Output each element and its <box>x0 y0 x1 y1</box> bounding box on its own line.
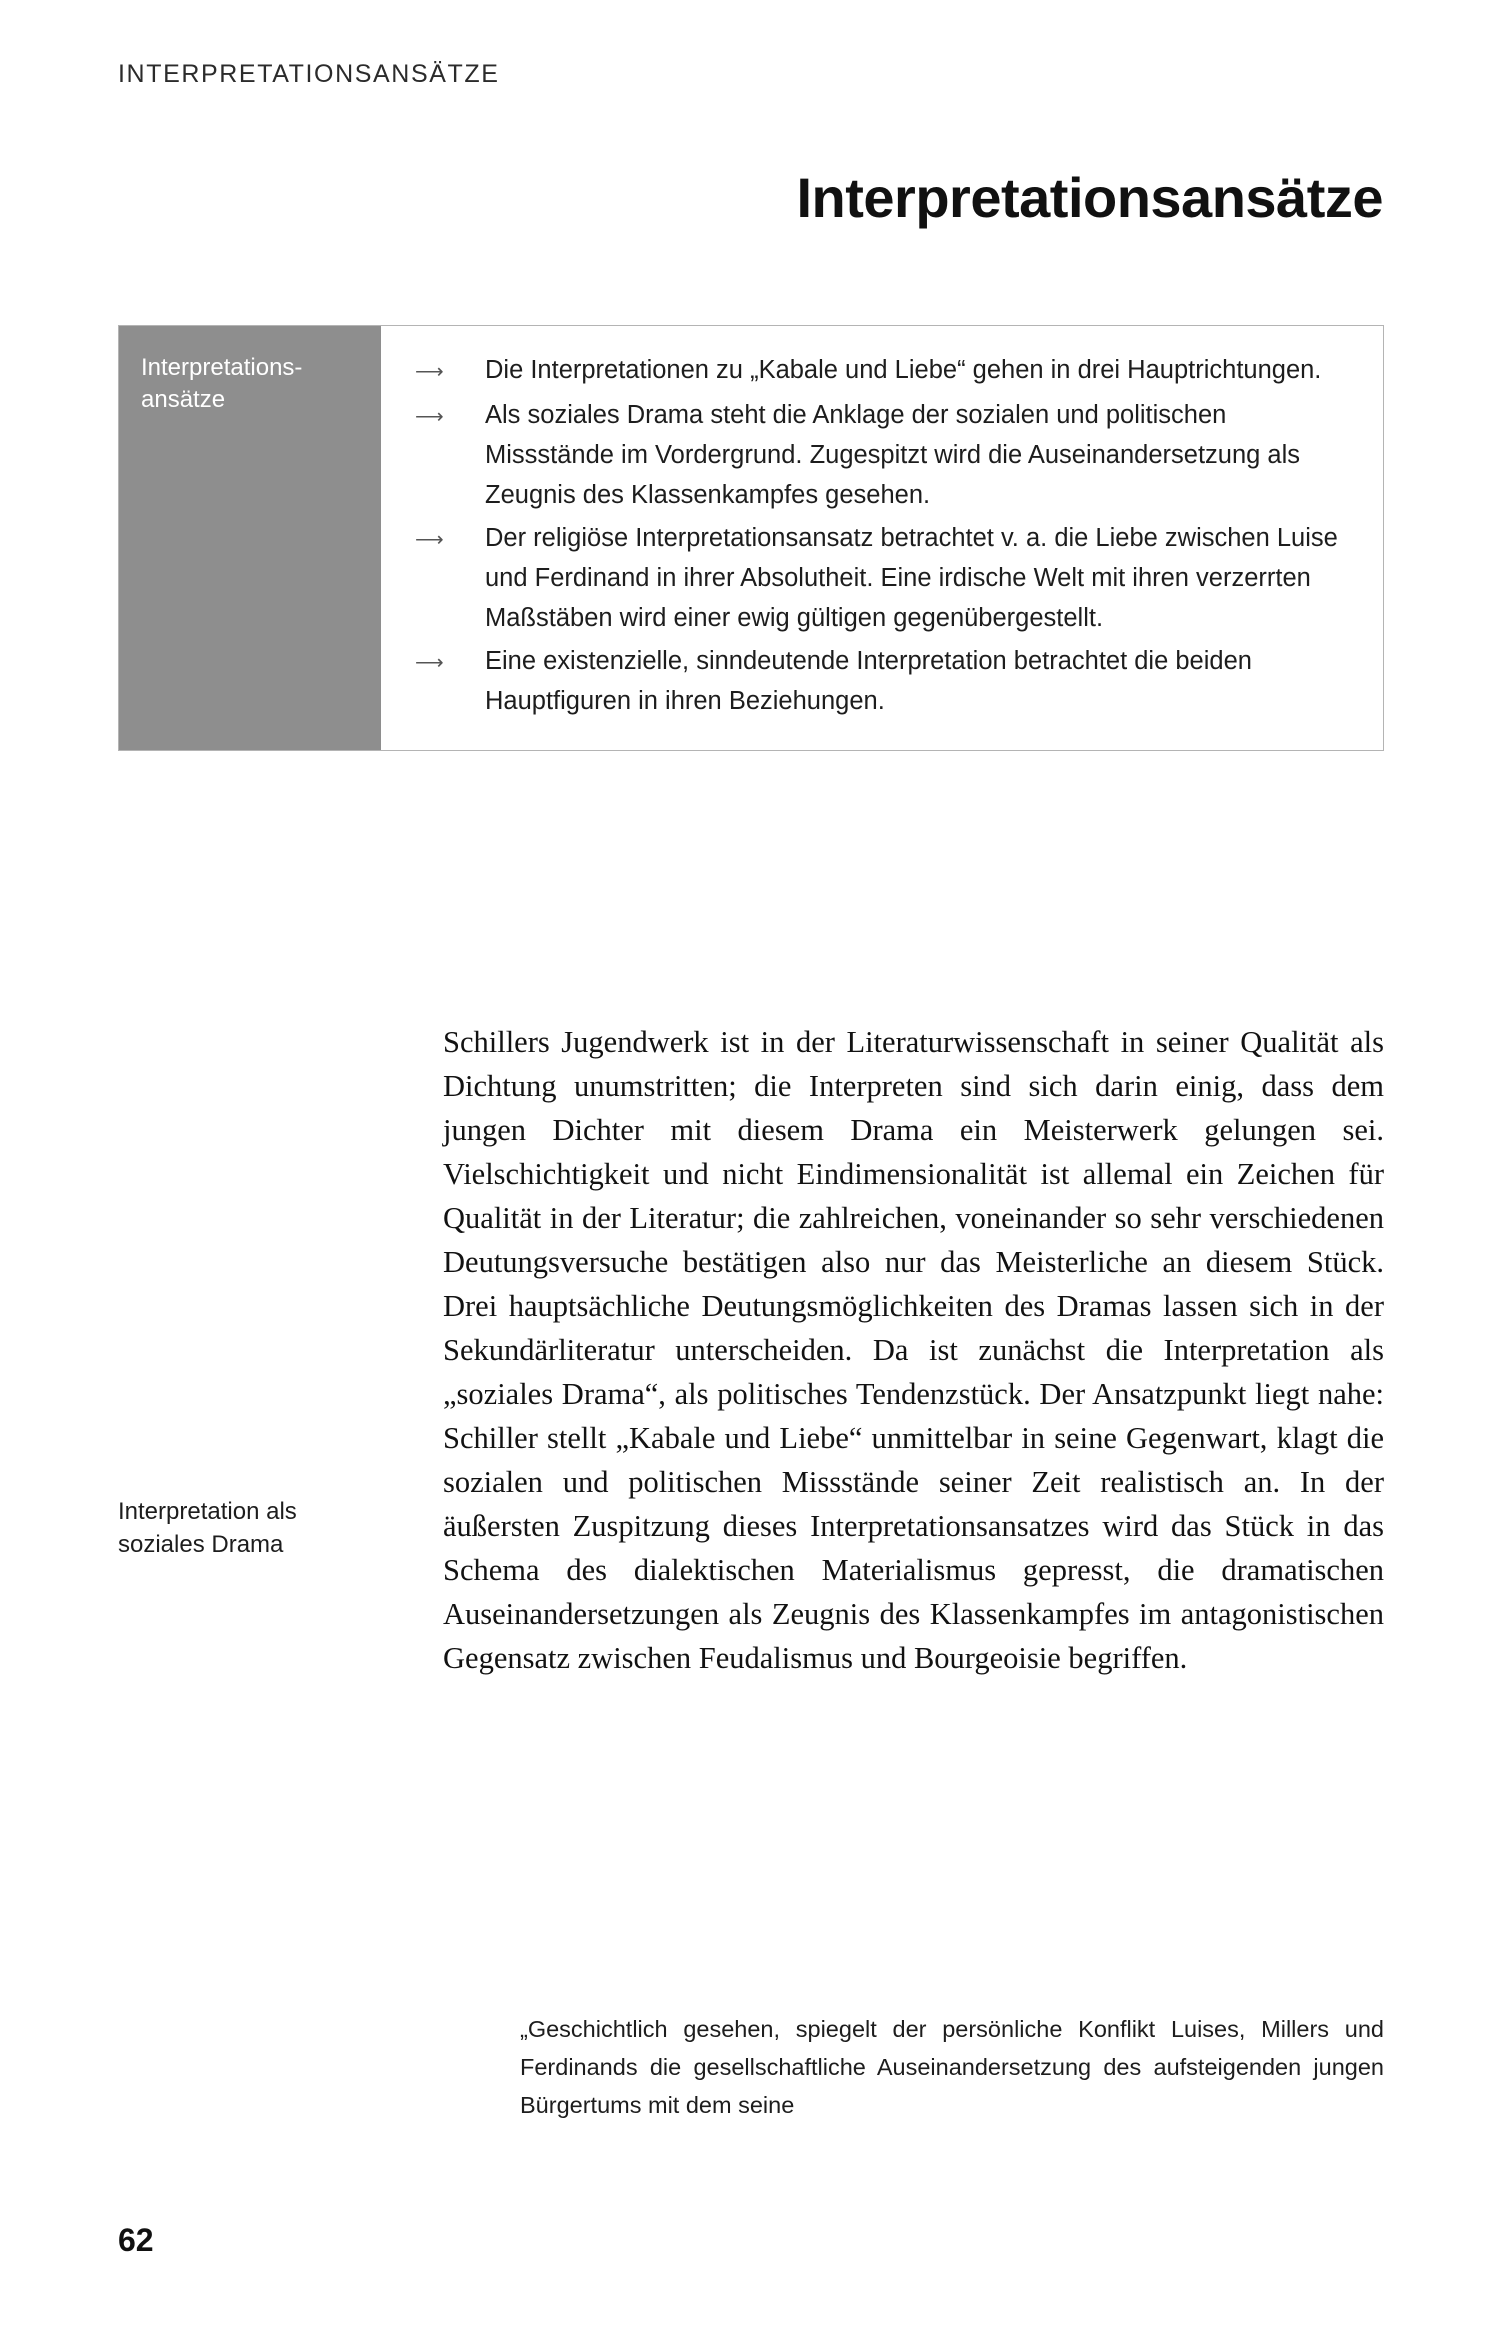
list-item-text: Die Interpretationen zu „Kabale und Liebe“ gehen in drei Hauptrichtungen. <box>485 356 1322 384</box>
list-item <box>415 641 1353 721</box>
list-item-text: Eine existenzielle, sinndeutende Interpretation betrachtet die beiden Hauptfiguren in ihren Beziehungen. <box>485 647 1252 715</box>
running-head: INTERPRETATIONSANSÄTZE <box>118 60 500 88</box>
summary-box <box>118 325 1384 751</box>
body-column <box>443 1020 1384 1680</box>
arrow-right-icon: ⟶ <box>415 652 442 674</box>
block-quote: „Geschichtlich gesehen, spiegelt der persönliche Konflikt Luises, Millers und Ferdinands die gesellschaftliche Auseinandersetzung des aufsteigenden jungen Bürgertums mit dem seine <box>520 2016 1384 2118</box>
summary-box-label <box>119 326 381 750</box>
page-number: 62 <box>118 2222 154 2258</box>
list-item <box>415 350 1353 392</box>
marginal-note-social-drama: Interpretation als soziales Drama <box>118 1498 297 1559</box>
arrow-right-icon: ⟶ <box>415 529 442 551</box>
arrow-right-icon: ⟶ <box>415 406 442 428</box>
list-item <box>415 518 1353 638</box>
list-item <box>415 395 1353 515</box>
summary-box-body <box>381 326 1383 750</box>
arrow-right-icon: ⟶ <box>415 361 442 383</box>
body-paragraph: Schillers Jugendwerk ist in der Literaturwissenschaft in seiner Qualität als Dichtung unumstritten; die Interpreten sind sich darin einig, dass dem jungen Dichter mit diesem Drama ein Meisterwerk gelungen sei. Vielschichtigkeit und nicht Eindimensionalität ist allemal ein Zeichen für Qualität in der Literatur; die zahlreichen, voneinander so sehr verschiedenen Deutungsversuche bestätigen also nur das Meisterliche an diesem Stück. Drei hauptsächliche Deutungsmöglichkeiten des Dramas lassen sich in der Sekundärliteratur unterscheiden. Da ist zunächst die Interpretation als „soziales Drama“, als politisches Tendenzstück. Der Ansatzpunkt liegt nahe: Schiller stellt „Kabale und Liebe“ unmittelbar in seine Gegenwart, klagt die sozialen und politischen Missstände seiner Zeit realistisch an. In der äußersten Zuspitzung dieses Interpretationsansatzes wird das Stück in das Schema des dialektischen Materialismus gepresst, die dramatischen Auseinandersetzungen als Zeugnis des Klassenkampfes im antagonistischen Gegensatz zwischen Feudalismus und Bourgeoisie begriffen. <box>443 1025 1384 1675</box>
summary-box-label-line2: ansätze <box>141 386 226 414</box>
summary-box-label-line1: Interpretations- <box>141 354 303 381</box>
page-title: Interpretationsansätze <box>796 166 1383 229</box>
list-item-text: Als soziales Drama steht die Anklage der sozialen und politischen Missstände im Vordergrund. Zugespitzt wird die Auseinandersetzung als Zeugnis des Klassenkampfes gesehen. <box>485 401 1301 509</box>
list-item-text: Der religiöse Interpretationsansatz betrachtet v. a. die Liebe zwischen Luise und Ferdinand in ihrer Absolutheit. Eine irdische Welt mit ihren verzerrten Maßstäben wird einer ewig gültigen gegenübergestellt. <box>485 524 1338 632</box>
